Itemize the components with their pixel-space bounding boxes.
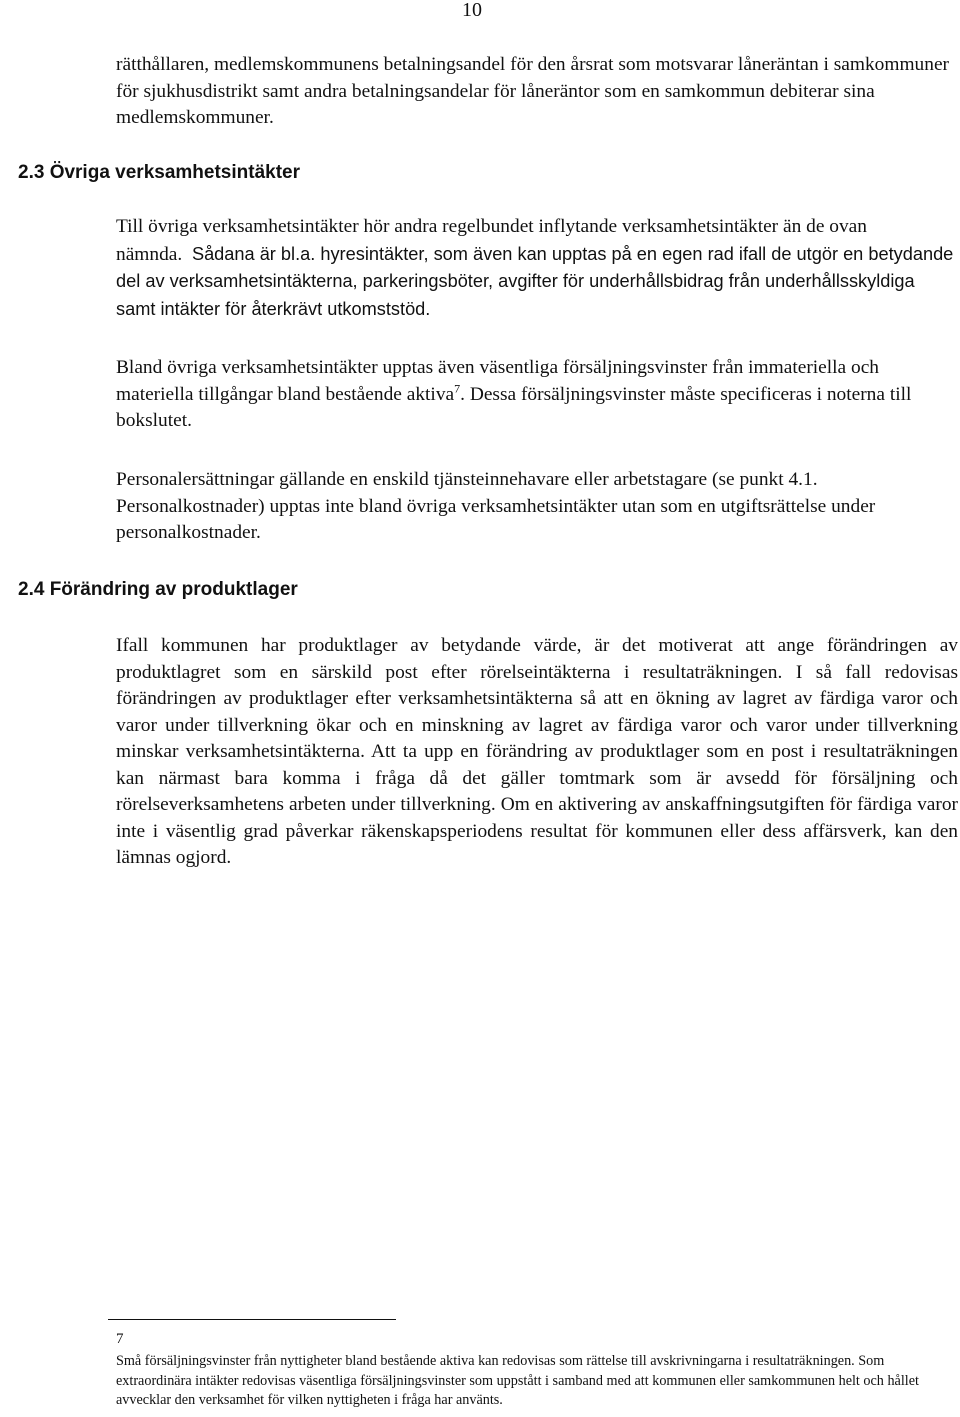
section-2-3-paragraph-1 <box>116 214 958 323</box>
section-2-4-paragraph-1: Ifall kommunen har produktlager av betydande värde, är det motiverat att ange förändringen av produktlagret som en särskild post efter rörelseintäkterna i resultaträkningen. I så fall redovisas förändringen av produktlager efter verksamhetsintäkterna så att en ökning av lagret av färdiga varor och varor under tillverkning ökar och en minskning av lagret av färdiga varor och varor under tillverkning minskar verksamhetsintäkterna. Att ta upp en förändring av produktlager som en post i resultaträkningen kan närmast bara komma i fråga då det gäller tomtmark som är avsedd för försäljning och rörelseverksamhetens arbeten under tillverkning. Om en aktivering av anskaffningsutgiften för färdiga varor inte i väsentlig grad påverkar räkenskapsperiodens resultat för kommunen eller dess affärsverk, kan den lämnas ogjord. <box>116 635 958 868</box>
section-heading-2-3: 2.3 Övriga verksamhetsintäkter <box>18 162 300 183</box>
section-2-3-paragraph-3: Personalersättningar gällande en enskild tjänsteinnehavare eller arbetstagare (se punkt 4.1. Personalkostnader) upptas inte bland övriga verksamhetsintäkter utan som en utgiftsrättelse under personalkostnader. <box>116 469 876 543</box>
section-heading-2-4: 2.4 Förändring av produktlager <box>18 579 298 600</box>
footnote-reference: 7 <box>454 381 461 396</box>
intro-paragraph: rätthållaren, medlemskommunens betalningsandel för den årsrat som motsvarar låneräntan i samkommuner för sjukhusdistrikt samt andra betalningsandelar för låneräntor som en samkommun debiterar sina medlemskommuner. <box>116 54 950 128</box>
paragraph-sans-part: Sådana är bl.a. hyresintäkter, som även kan upptas på en egen rad ifall de utgör en betydande del av verksamhetsintäkterna, parkeringsböter, avgifter för underhållsbidrag från underhållsskyldiga samt intäkter för återkrävt utkomststöd. <box>116 243 954 319</box>
paragraph-text-after-ref: . Dessa försäljningsvinster måste specificeras i noterna till bokslutet. <box>116 383 912 431</box>
footnote-number: 7 <box>116 1331 124 1347</box>
page-number: 10 <box>462 0 482 21</box>
paragraph-serif-part: Till övriga verksamhetsintäkter hör andra regelbundet inflytande verksamhetsintäkter än de ovan nämnda. <box>116 216 867 265</box>
section-2-3-paragraph-2 <box>116 355 958 435</box>
footnote-divider <box>108 1319 396 1320</box>
paragraph-text-before-ref: Bland övriga verksamhetsintäkter upptas även väsentliga försäljningsvinster från immateriella och materiella tillgångar bland bestående aktiva <box>116 357 880 405</box>
footnote-text: Små försäljningsvinster från nyttigheter bland bestående aktiva kan redovisas som rättelse till avskrivningarna i resultaträkningen. Som extraordinära intäkter redovisas väsentliga försäljningsvinster som uppstått i samband med att kommunen eller samkommunen helt och hållet avvecklar den verksamhet för vilken nyttigheten i fråga har använts. <box>116 1353 919 1408</box>
